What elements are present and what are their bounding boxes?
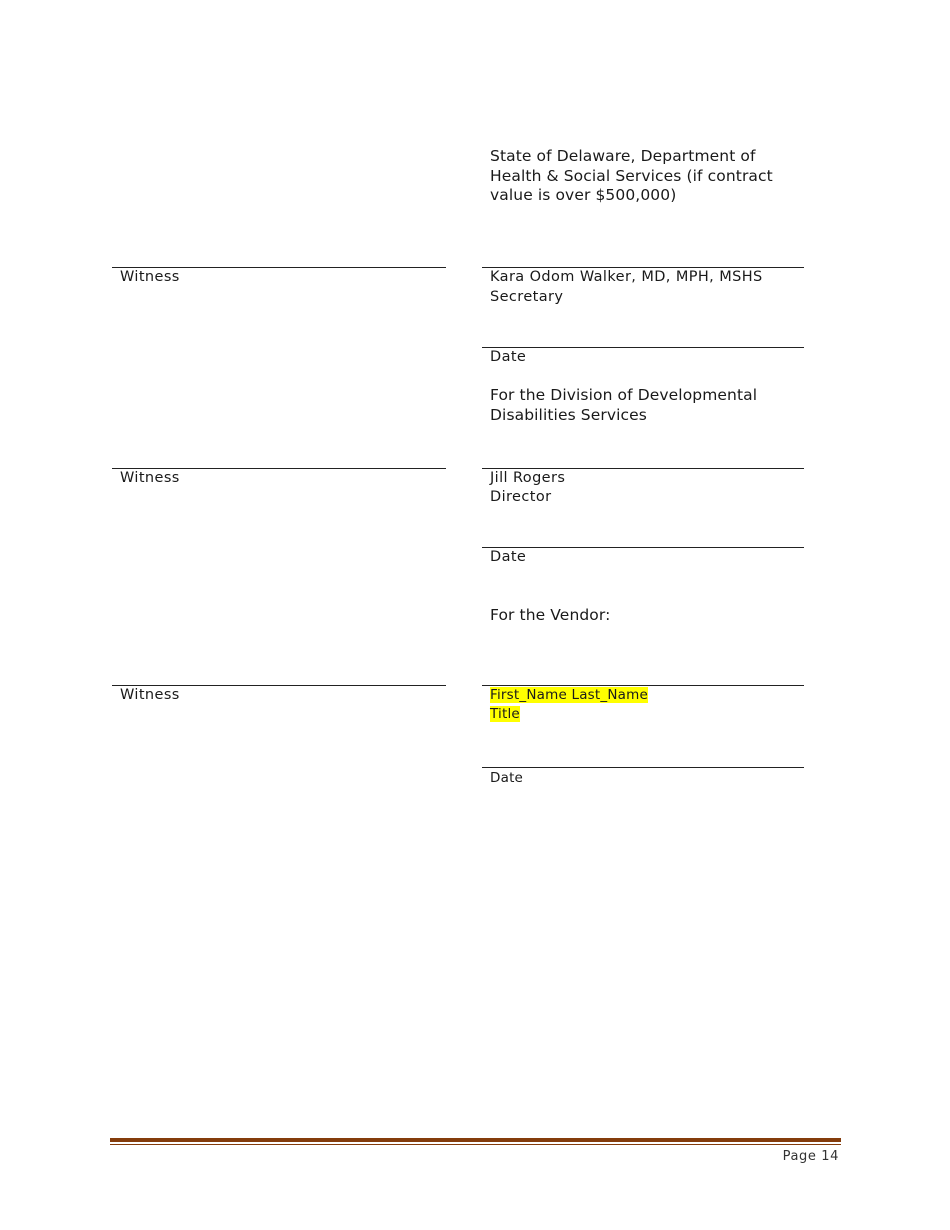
signatory-1-date-line <box>482 347 804 348</box>
signatory-1-date-label: Date <box>490 349 527 365</box>
witness-3-label: Witness <box>120 687 180 703</box>
signatory-3-date-label: Date <box>490 770 524 786</box>
witness-2-label: Witness <box>120 470 180 486</box>
signatory-3-name-placeholder: First_Name Last_Name <box>490 687 648 703</box>
page-number: Page 14 <box>782 1149 839 1164</box>
state-header: State of Delaware, Department of Health & Social Services (if contract value is over $500,000) <box>490 147 773 204</box>
signatory-3-date-line <box>482 767 804 768</box>
division-header: For the Division of Developmental Disabilities Services <box>490 386 758 424</box>
vendor-header: For the Vendor: <box>490 606 611 624</box>
signatory-3-title-placeholder: Title <box>490 706 520 722</box>
signatory-2-date-line <box>482 547 804 548</box>
footer-rule <box>110 1138 841 1142</box>
signatory-2-name: Jill Rogers <box>490 470 566 486</box>
footer-rule-thin <box>110 1144 841 1145</box>
signatory-1-title: Secretary <box>490 289 564 305</box>
signatory-1-name: Kara Odom Walker, MD, MPH, MSHS <box>490 269 763 285</box>
signatory-2-date-label: Date <box>490 549 527 565</box>
signatory-2-title: Director <box>490 489 552 505</box>
witness-1-label: Witness <box>120 269 180 285</box>
